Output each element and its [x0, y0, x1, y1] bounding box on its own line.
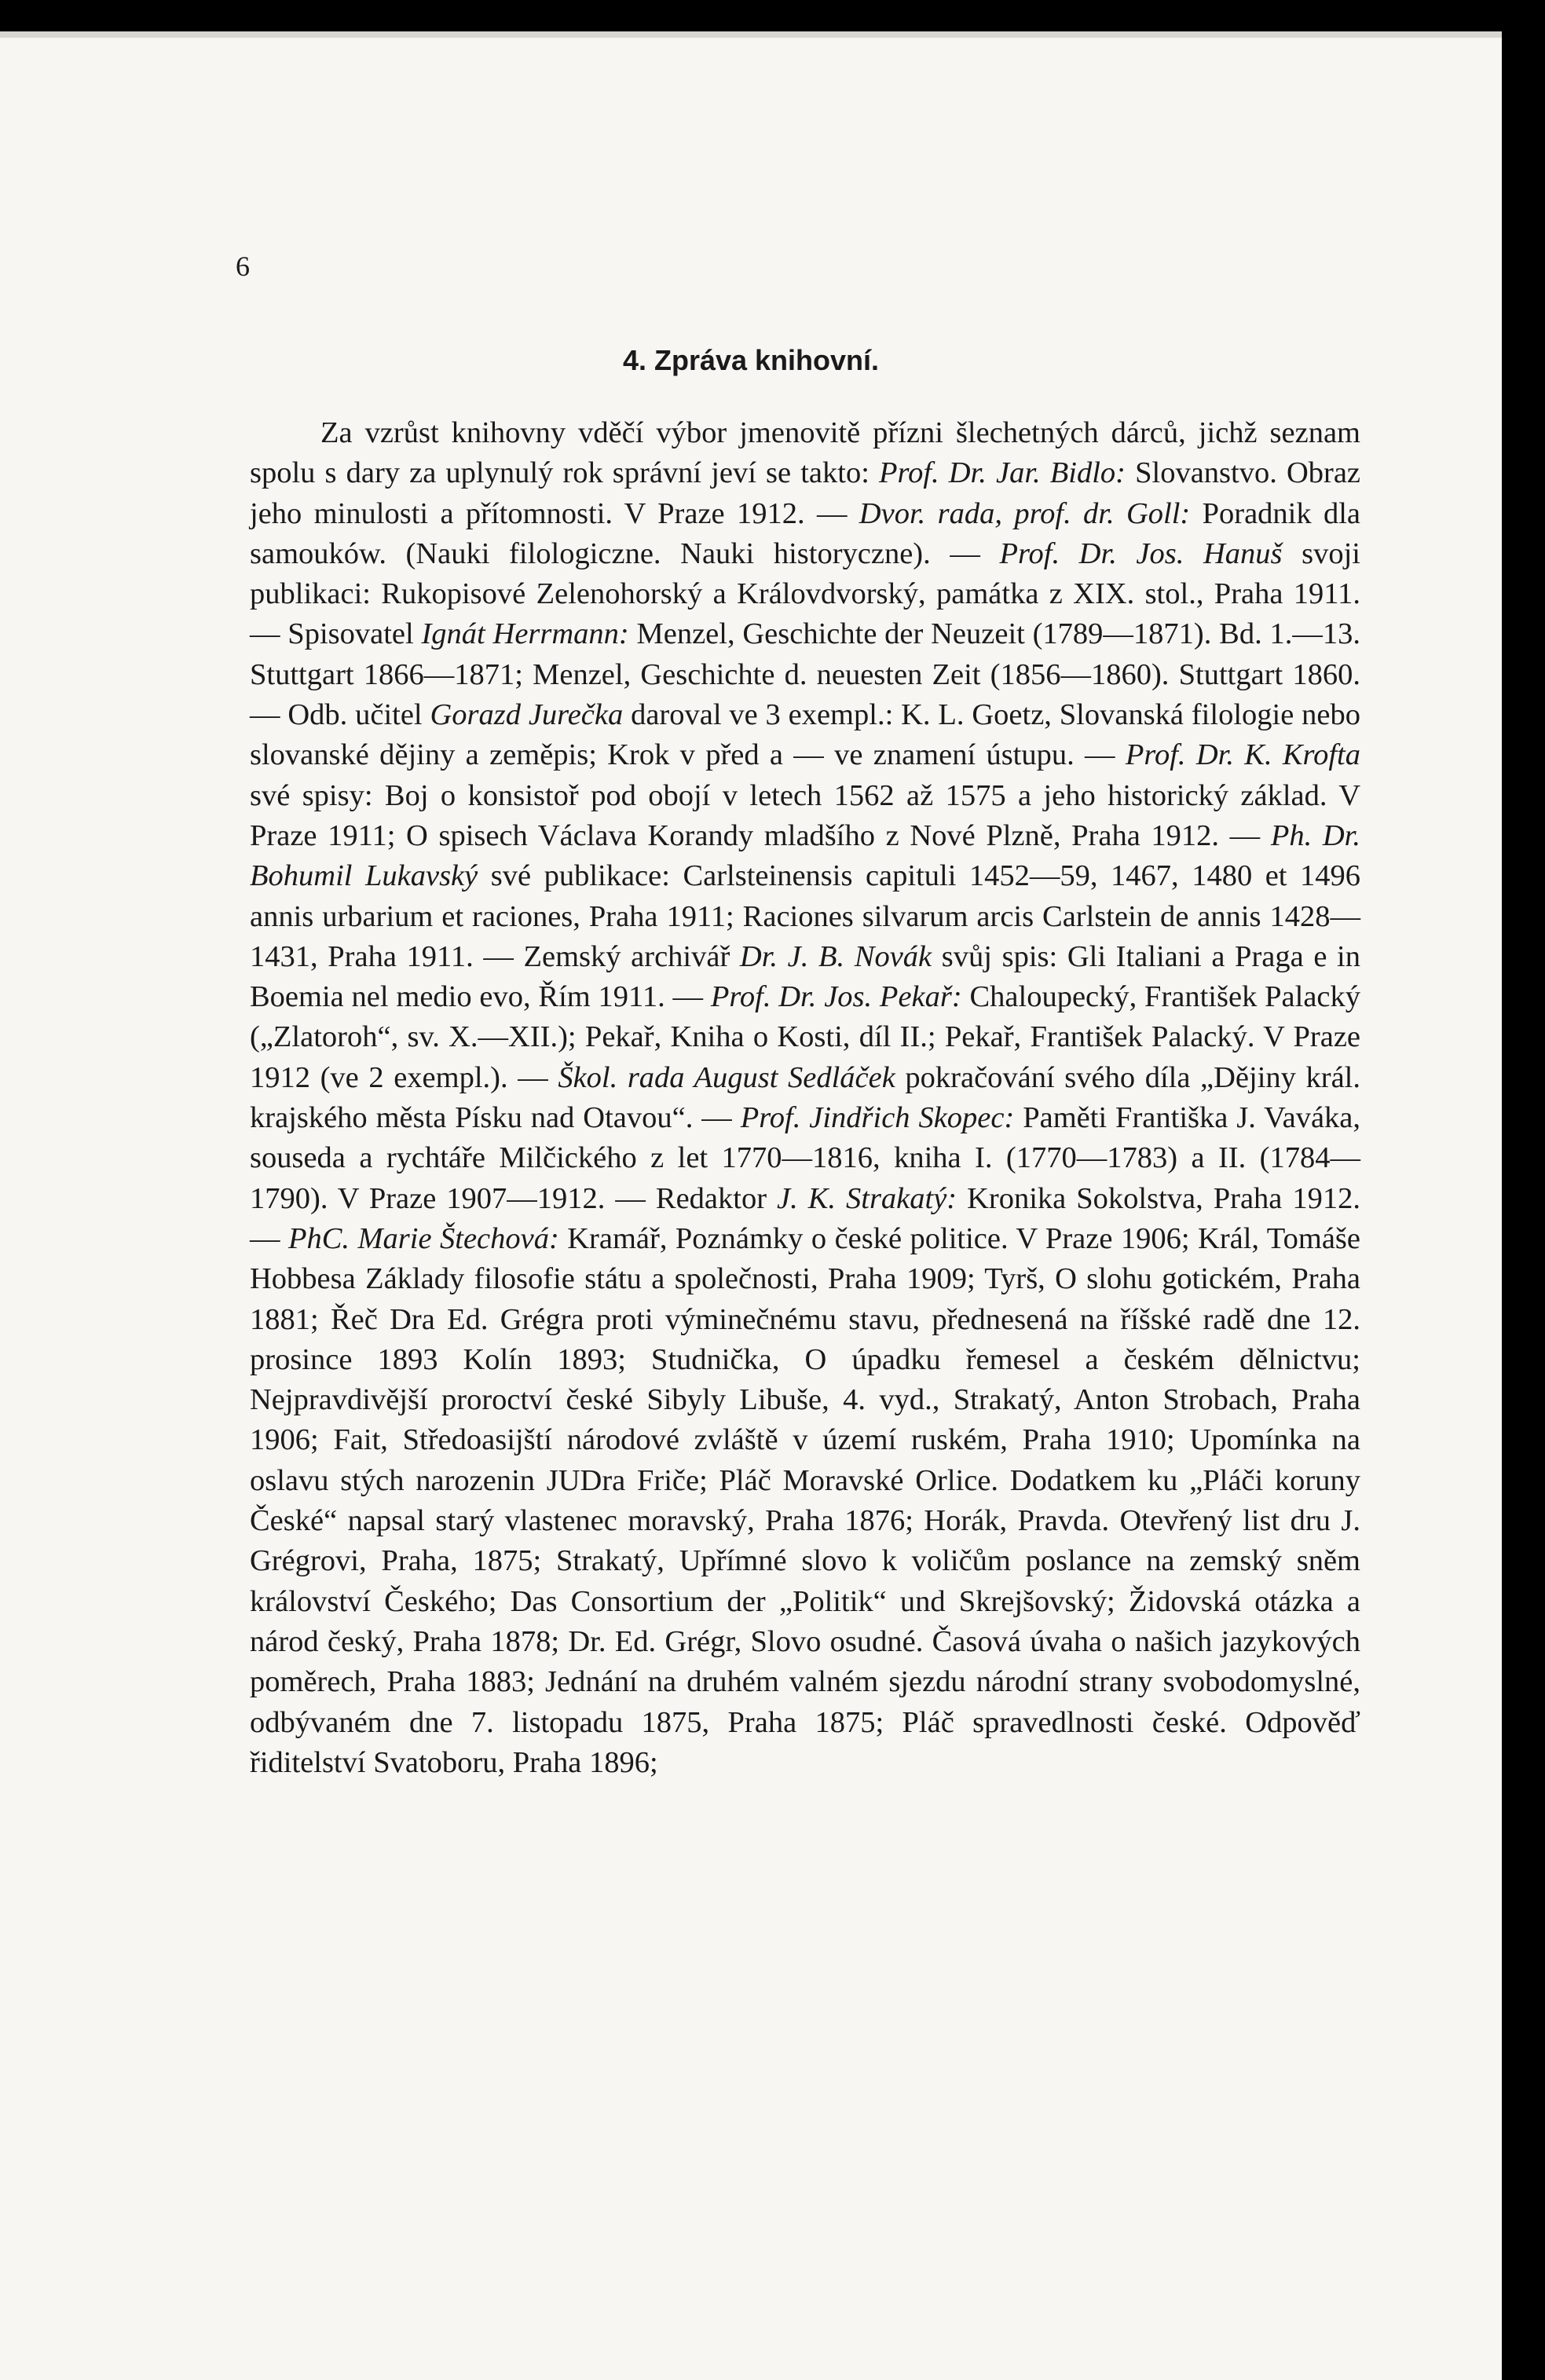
text-segment: své spisy: Boj o konsistoř pod obojí v letech 1562 až 1575 a jeho historický základ. V Praze 1911; O spisech Václava Korandy mladšího z Nové Plzně, Praha 1912. — — [250, 778, 1360, 852]
paragraph — [250, 413, 1360, 1783]
section-title: 4. Zpráva knihovní. — [622, 344, 880, 376]
donor-name: Prof. Jindřich Skopec: — [740, 1101, 1015, 1135]
text-segment: pokračování svého díla „Dějiny král. krajského města Písku nad Otavou“. — — [250, 1060, 1360, 1135]
page-number: 6 — [236, 251, 250, 282]
donor-name: Prof. Dr. Jos. Pekař: — [710, 980, 962, 1014]
text-segment: Chaloupecký, František Palacký („Zlatoroh“, sv. X.—XII.); Pekař, Kniha o Kosti, díl II.; Pekař, František Palacký. V Praze 1912 (ve 2 exempl.). — — [250, 980, 1360, 1094]
text-segment: Slovanstvo. Obraz jeho minulosti a přítomnosti. V Praze 1912. — — [250, 456, 1360, 530]
donor-name: Prof. Dr. Jos. Hanuš — [999, 536, 1283, 570]
donor-name: Prof. Dr. K. Krofta — [1125, 738, 1361, 772]
text-segment: Kronika Sokolstva, Praha 1912. — — [250, 1181, 1361, 1255]
text-segment: Poradnik dla samouków. (Nauki filologiczne. Nauki historyczne). — — [250, 496, 1360, 570]
text-segment: Menzel, Geschichte der Neuzeit (1789—1871). Bd. 1.—13. Stuttgart 1866—1871; Menzel, Geschichte d. neuesten Zeit (1856—1860). Stuttgart 1860. — Odb. učitel — [250, 617, 1360, 732]
donor-name: Ignát Herrmann: — [421, 617, 629, 651]
text-segment: svůj spis: Gli Italiani a Praga e in Boemia nel medio evo, Řím 1911. — — [250, 939, 1360, 1014]
donor-name: Prof. Dr. Jar. Bidlo: — [879, 456, 1126, 490]
donor-name: Ph. Dr. Bohumil Lukavský — [250, 818, 1360, 893]
text-segment: své publikace: Carlsteinensis capituli 1452—59, 1467, 1480 et 1496 annis urbarium et raciones, Praha 1911; Raciones silvarum arcis Carlstein de annis 1428—1431, Praha 1911. — Zemský archivář — [250, 859, 1361, 973]
text-segment: Paměti Františka J. Vaváka, souseda a rychtáře Milčického z let 1770—1816, kniha I. (1770—1783) a II. (1784—1790). V Praze 1907—1912. — Redaktor — [250, 1101, 1360, 1215]
text-segment: daroval ve 3 exempl.: K. L. Goetz, Slovanská filologie nebo slovanské dějiny a zeměpis; Krok v před a — ve znamení ústupu. — — [250, 698, 1360, 772]
donor-name: Dr. J. B. Novák — [739, 939, 932, 973]
text-segment: svoji publikaci: Rukopisové Zelenohorský a Královdvorský, památka z XIX. stol., Praha 1911. — Spisovatel — [250, 536, 1360, 651]
donor-name: J. K. Strakatý: — [777, 1181, 957, 1215]
text-segment: Kramář, Poznámky o české politice. V Praze 1906; Král, Tomáše Hobbesa Základy filosofie státu a společnosti, Praha 1909; Tyrš, O slohu gotickém, Praha 1881; Řeč Dra Ed. Grégra proti výminečnému stavu, přednesená na říšské radě dne 12. prosince 1893 Kolín 1893; Studnička, O úpadku řemesel a českém dělnictvu; Nejpravdivější proroctví české Sibyly Libuše, 4. vyd., Strakatý, Anton Strobach, Praha 1906; Fait, Středoasijští národové zvláště v území ruském, Praha 1910; Upomínka na oslavu stých narozenin JUDra Friče; Pláč Moravské Orlice. Dodatkem ku „Pláči koruny České“ napsal starý vlastenec moravský, Praha 1876; Horák, Pravda. Otevřený list dru J. Grégrovi, Praha, 1875; Strakatý, Upřímné slovo k voličům poslance na zemský sněm království Českého; Das Consortium der „Politik“ und Skrejšovský; Židovská otázka a národ český, Praha 1878; Dr. Ed. Grégr, Slovo osudné. Časová úvaha o našich jazykových poměrech, Praha 1883; Jednání na druhém valném sjezdu národní strany svobodomyslné, odbývaném dne 7. listopadu 1875, Praha 1875; Pláč spravedlnosti české. Odpověď řiditelství Svatoboru, Praha 1896; — [250, 1221, 1360, 1779]
donor-name: Dvor. rada, prof. dr. Goll: — [859, 496, 1191, 530]
text-segment: Za vzrůst knihovny vděčí výbor jmenovitě přízni šlechetných dárců, jichž seznam spolu s dary za uplynulý rok správní jeví se takto: — [250, 416, 1360, 490]
donor-name: Škol. rada August Sedláček — [558, 1060, 895, 1094]
body-text — [250, 413, 1360, 1783]
document-page — [0, 31, 1502, 2380]
donor-name: Gorazd Jurečka — [430, 698, 624, 732]
donor-name: PhC. Marie Štechová: — [287, 1221, 559, 1255]
